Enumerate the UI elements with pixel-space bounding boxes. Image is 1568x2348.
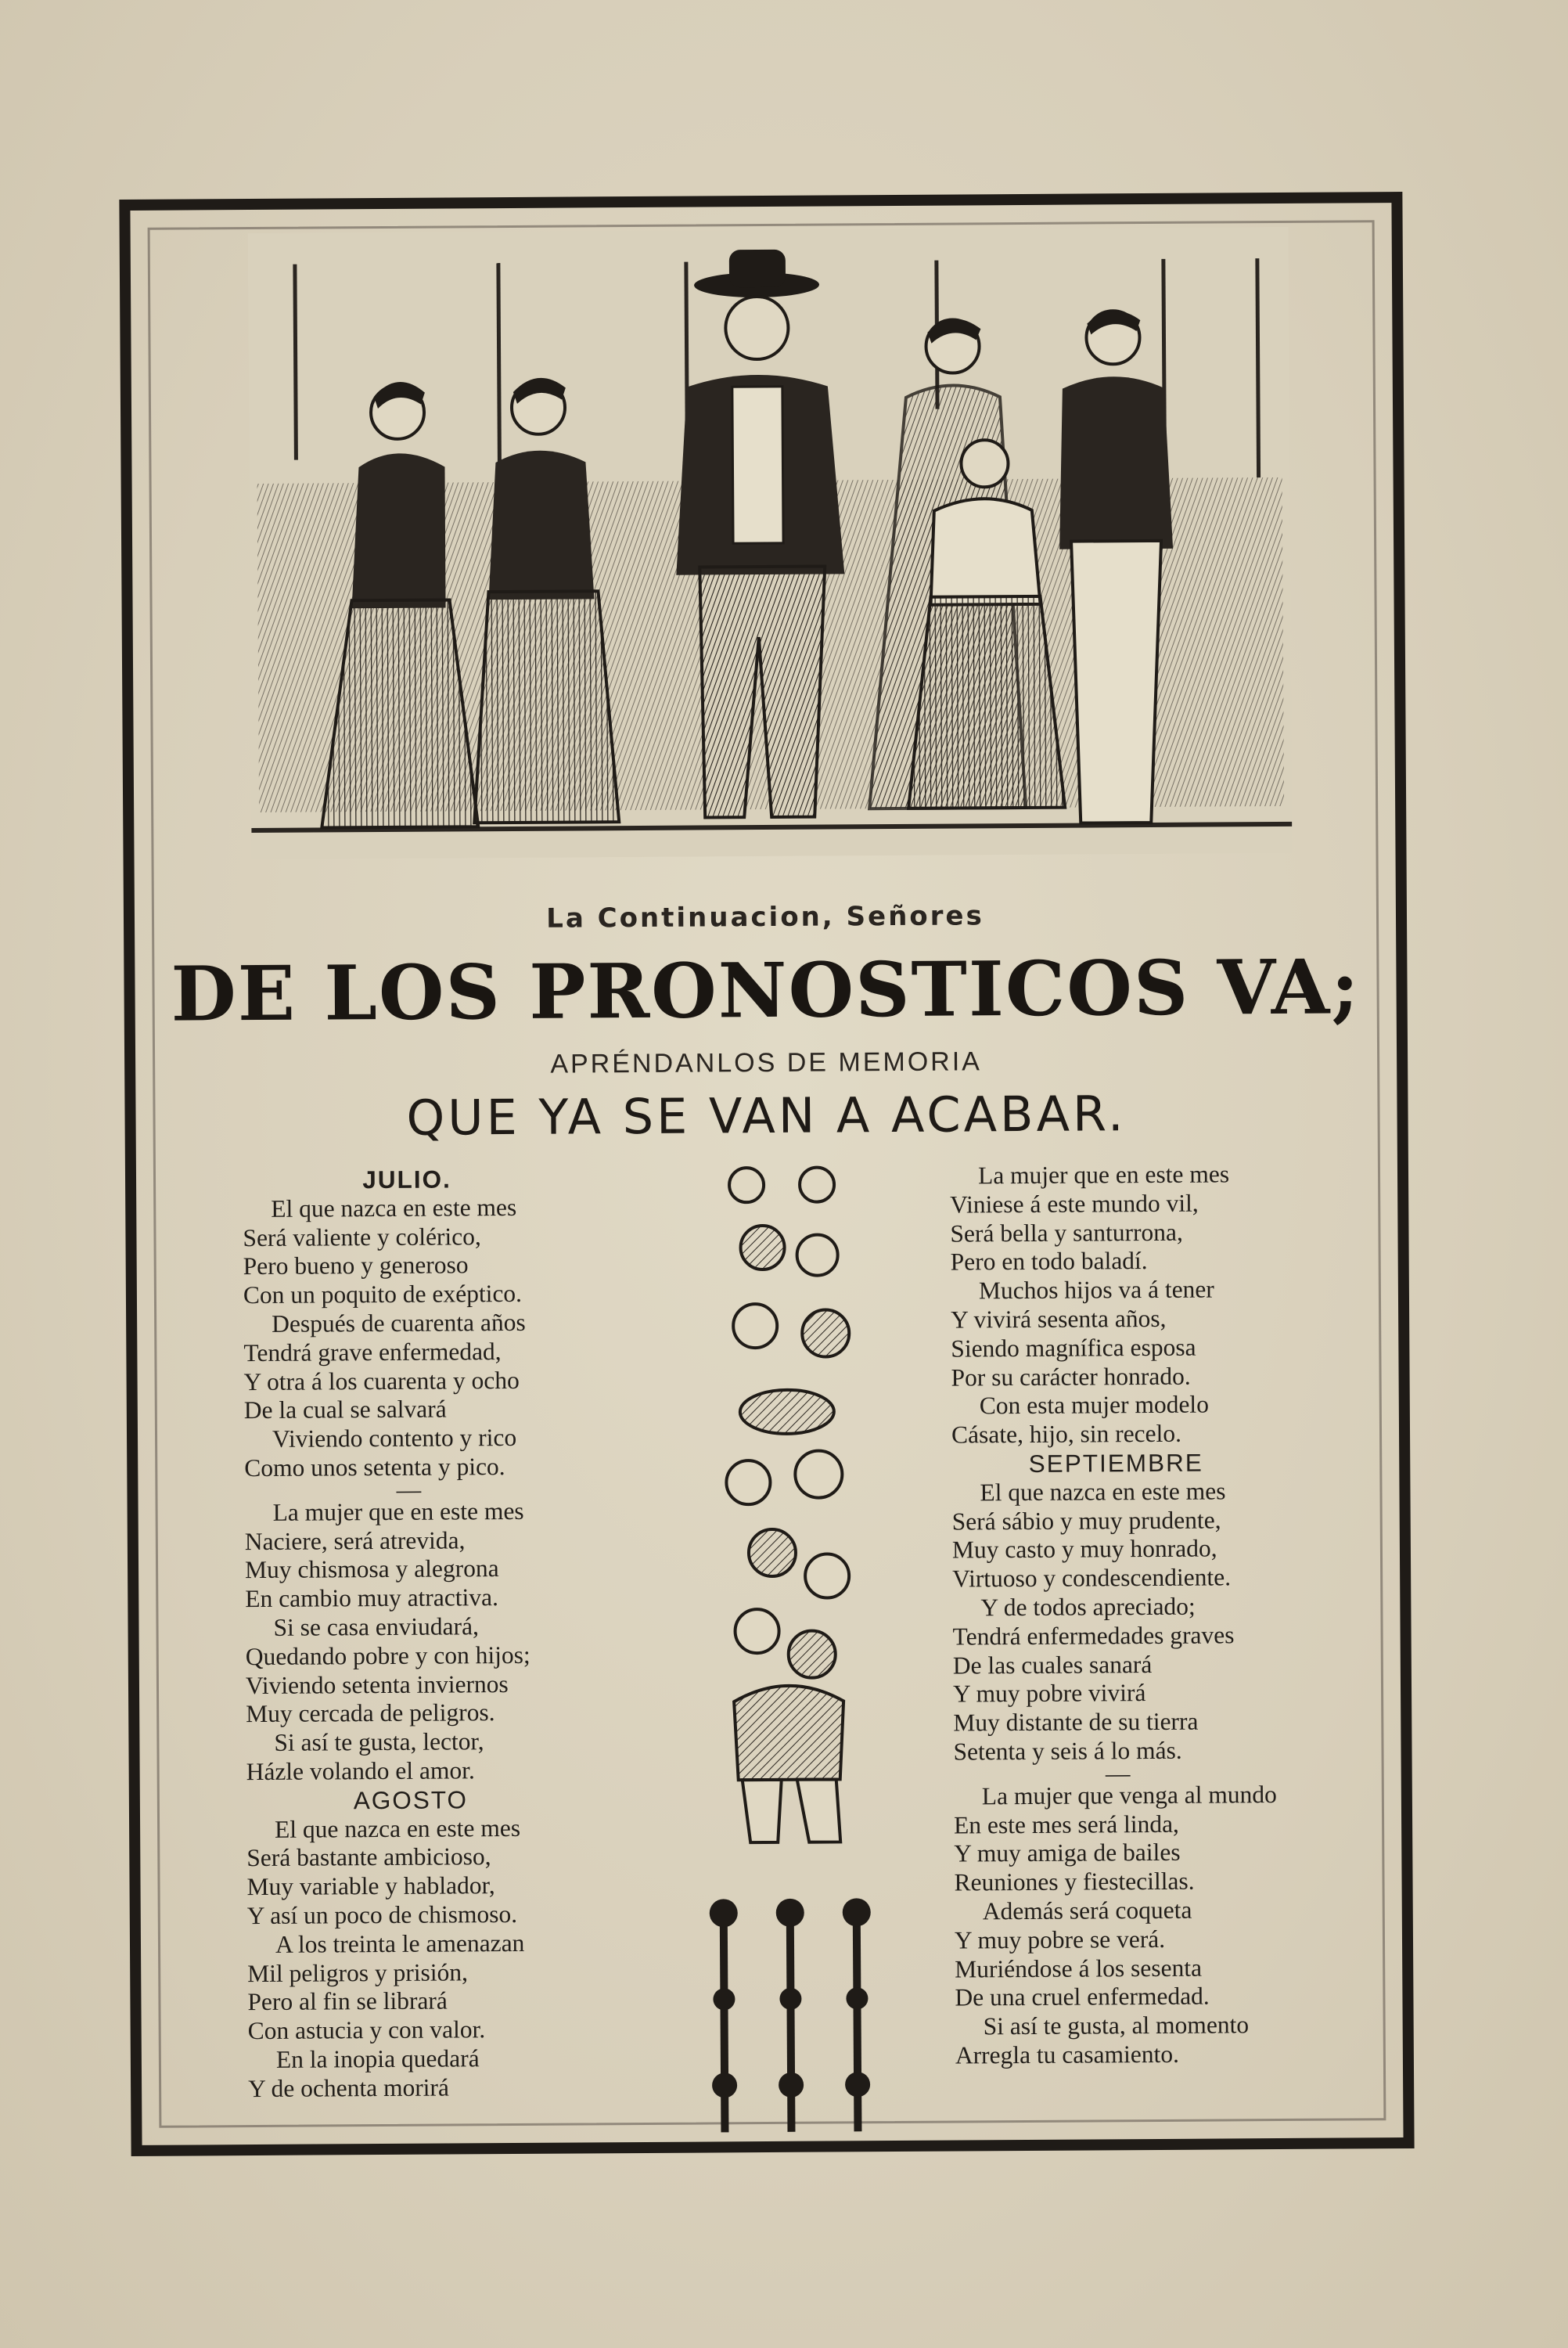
margin-scribble: [1530, 2004, 1551, 2317]
verse-column-left: [243, 1164, 686, 2104]
verse-line: En este mes será linda,: [953, 1810, 1179, 1839]
verse-line: La mujer que en este mes: [272, 1496, 524, 1526]
verse-line: Arregla tu casamiento.: [955, 2040, 1179, 2069]
verse-line: Por su carácter honrado.: [951, 1362, 1191, 1392]
verse-line: Virtuoso y condescendiente.: [952, 1563, 1232, 1593]
verse-line: Quedando pobre y con hijos;: [245, 1640, 530, 1670]
woodcut-group-illustration: [248, 227, 1293, 859]
floral-column-ornaments: [710, 1898, 872, 2132]
verse-line: Tendrá grave enfermedad,: [243, 1337, 502, 1367]
verse-line: Será bastante ambicioso,: [246, 1842, 491, 1872]
verse-line: Será bella y santurrona,: [950, 1218, 1183, 1248]
verse-line: Y así un poco de chismoso.: [246, 1900, 518, 1929]
verse-line: De las cuales sanará: [952, 1650, 1153, 1680]
verse-line: La mujer que en este mes: [977, 1160, 1230, 1190]
verse-line: El que nazca en este mes: [271, 1193, 517, 1223]
verse-line: Y muy amiga de bailes: [954, 1838, 1181, 1867]
verse-line: Y de ochenta morirá: [248, 2073, 450, 2102]
verse-line: Viviendo setenta inviernos: [245, 1669, 509, 1699]
verse-line: Después de cuarenta años: [272, 1308, 526, 1338]
verse-line: Muy distante de su tierra: [953, 1707, 1199, 1737]
heading-memorize: APRÉNDANLOS DE MEMORIA: [550, 1046, 983, 1079]
month-heading: AGOSTO: [353, 1785, 469, 1814]
verse-separator: —: [1105, 1759, 1131, 1788]
verse-column-right: [950, 1159, 1440, 2070]
page-title: DE LOS PRONOSTICOS VA;: [171, 942, 1361, 1039]
verse-line: Y vivirá sesenta años,: [951, 1304, 1167, 1334]
verse-line: Con un poquito de exéptico.: [243, 1280, 523, 1309]
verse-line: En cambio muy atractiva.: [245, 1583, 499, 1613]
month-heading: JULIO.: [362, 1165, 451, 1194]
verse-line: Pero en todo baladí.: [950, 1247, 1148, 1276]
verse-line: Y muy pobre vivirá: [952, 1679, 1146, 1708]
verse-line: Si se casa enviudará,: [273, 1612, 480, 1641]
verse-line: A los treinta le amenazan: [275, 1928, 525, 1958]
vignette-ornament: [699, 1153, 878, 2140]
verse-line: Cásate, hijo, sin recelo.: [951, 1419, 1182, 1449]
verse-line: Mil peligros y prisión,: [247, 1957, 469, 1987]
verse-line: Si así te gusta, al momento: [983, 2011, 1250, 2040]
verse-line: Con astucia y con valor.: [247, 2015, 486, 2045]
verse-line: Muy cercada de peligros.: [246, 1698, 495, 1728]
heading-ending: QUE YA SE VAN A ACABAR.: [406, 1085, 1127, 1147]
verse-line: Viviendo contento y rico: [272, 1424, 517, 1453]
verse-line: En la inopia quedará: [275, 2044, 480, 2073]
verse-line: Será valiente y colérico,: [243, 1222, 481, 1251]
verse-line: El que nazca en este mes: [274, 1813, 521, 1843]
verse-line: Será sábio y muy prudente,: [951, 1506, 1221, 1536]
verse-line: Muriéndose á los sesenta: [955, 1954, 1203, 1983]
verse-line: Pero bueno y generoso: [243, 1251, 469, 1280]
verse-line: Y de todos apreciado;: [980, 1592, 1196, 1622]
verse-separator: —: [396, 1475, 422, 1504]
verse-line: Reuniones y fiestecillas.: [954, 1867, 1195, 1896]
verse-line: Como unos setenta y pico.: [244, 1453, 505, 1482]
verse-line: Si así te gusta, lector,: [274, 1727, 484, 1756]
verse-line: Pero al fin se librará: [247, 1986, 448, 2016]
month-heading: SEPTIEMBRE: [1028, 1448, 1203, 1478]
verse-line: Muy variable y hablador,: [246, 1871, 495, 1901]
verse-line: Tendrá enfermedades graves: [952, 1621, 1235, 1651]
verse-line: De la cual se salvará: [243, 1395, 447, 1424]
verse-line: Además será coqueta: [982, 1896, 1192, 1925]
verse-line: Muy casto y muy honrado,: [951, 1534, 1217, 1564]
heading-continuation: La Continuacion, Señores: [546, 900, 984, 935]
figures-column-vignette: [725, 1167, 852, 1842]
verse-line: Setenta y seis á lo más.: [953, 1736, 1182, 1766]
verse-line: Viniese á este mundo vil,: [950, 1189, 1199, 1219]
verse-line: De una cruel enfermedad.: [955, 1982, 1210, 2011]
verse-line: Y muy pobre se verá.: [954, 1925, 1166, 1954]
verse-line: Muchos hijos va á tener: [978, 1275, 1214, 1305]
verse-line: Naciere, será atrevida,: [244, 1525, 466, 1555]
verse-line: El que nazca en este mes: [980, 1477, 1226, 1507]
verse-line: Muy chismosa y alegrona: [244, 1554, 499, 1584]
verse-line: Siendo magnífica esposa: [951, 1333, 1196, 1363]
border-frame: [119, 192, 1414, 2156]
verse-line: Y otra á los cuarenta y ocho: [243, 1366, 520, 1395]
verse-line: Con esta mujer modelo: [979, 1390, 1209, 1420]
verse-line: Házle volando el amor.: [246, 1756, 475, 1786]
verse-line: La mujer que venga al mundo: [981, 1780, 1277, 1810]
